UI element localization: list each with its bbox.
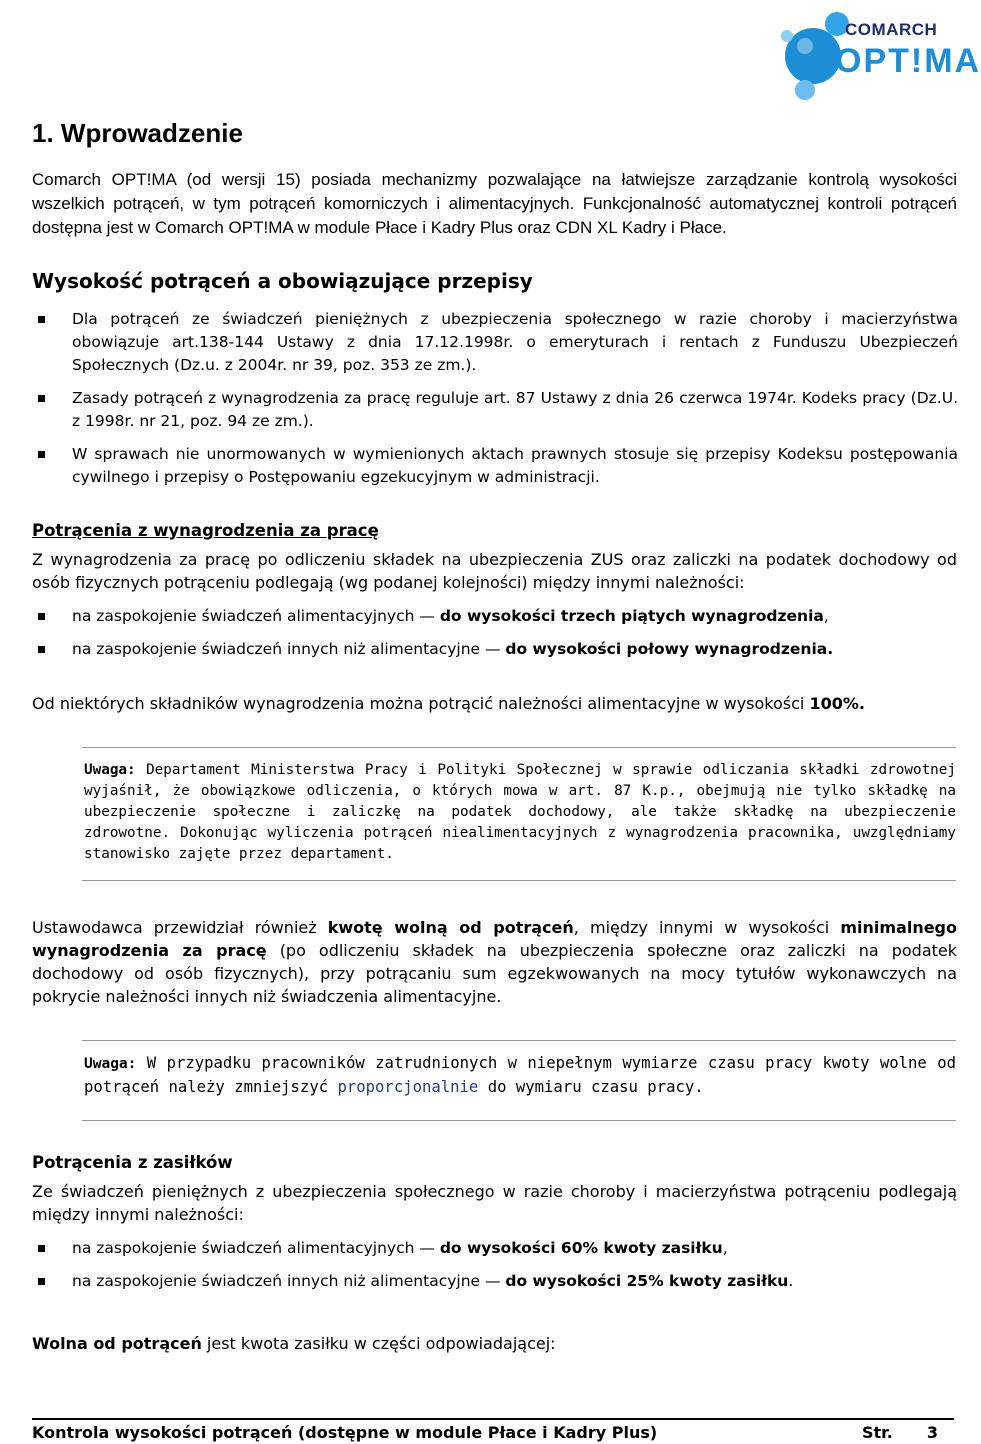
note-box-parttime: Uwaga: W przypadku pracowników zatrudnionych w niepełnym wymiarze czasu pracy kwoty wolne od potrąceń należy zmniejszyć proporcjonalnie do wymiaru czasu pracy. (84, 1054, 956, 1096)
note-label: Uwaga: (84, 1056, 137, 1072)
footer-title: Kontrola wysokości potrąceń (dostępne w module Płace i Kadry Plus) (32, 1423, 658, 1442)
note-box-ministry: Uwaga: Departament Ministerstwa Pracy i Polityki Społecznej w sprawie odliczania składki zdrowotnej wyjaśnił, że obowiązkowe odliczenia, o których mowa w art. 87 K.p., obejmują nie tylko składkę na ubezpieczenie społeczne i zaliczkę na podatek dochodowy, ale także składkę na ubezpieczenie zdrowotne. Dokonując wyliczenia potrąceń niealimentacyjnych z wynagrodzenia pracownika, uwzględniamy stanowisko zajęte przez departament. (84, 762, 956, 862)
note-divider-bottom-2 (82, 1120, 956, 1121)
section-heading-salary: Potrącenia z wynagrodzenia za pracę (32, 521, 379, 540)
salary-deductions-list (38, 605, 958, 661)
benefits-deductions-list (38, 1237, 958, 1293)
note-divider-top-2 (82, 1040, 956, 1041)
list-item: na zaspokojenie świadczeń alimentacyjnych — do wysokości 60% kwoty zasiłku, (38, 1237, 958, 1260)
list-item: Dla potrąceń ze świadczeń pieniężnych z ubezpieczenia społecznego w razie choroby i macierzyństwa obowiązuje art.138-144 Ustawy z dnia 17.12.1998r. o emeryturach i rentach z Funduszu Ubezpieczeń Społecznych (Dz.u. z 2004r. nr 39, poz. 353 ze zm.). (38, 308, 958, 377)
logo-product: OPT!MA (835, 42, 981, 80)
note-label: Uwaga: (84, 762, 136, 778)
list-item: na zaspokojenie świadczeń innych niż alimentacyjne — do wysokości połowy wynagrodzenia. (38, 638, 958, 661)
footer-divider (32, 1418, 954, 1420)
list-item: na zaspokojenie świadczeń innych niż alimentacyjne — do wysokości 25% kwoty zasiłku. (38, 1270, 958, 1293)
salary-intro: Z wynagrodzenia za pracę po odliczeniu składek na ubezpieczenia ZUS oraz zaliczki na podatek dochodowy od osób fizycznych potrąceniu podlegają (wg podanej kolejności) między innymi należności: (32, 550, 957, 592)
note-divider-top (82, 747, 956, 748)
list-item: na zaspokojenie świadczeń alimentacyjnych — do wysokości trzech piątych wynagrodzenia, (38, 605, 958, 628)
list-item: Zasady potrąceń z wynagrodzenia za pracę reguluje art. 87 Ustawy z dnia 26 czerwca 1974r. Kodeks pracy (Dz.U. z 1998r. nr 21, poz. 94 ze zm.). (38, 387, 958, 433)
free-benefit-paragraph: Wolna od potrąceń jest kwota zasiłku w części odpowiadającej: (32, 1334, 556, 1353)
intro-paragraph: Comarch OPT!MA (od wersji 15) posiada mechanizmy pozwalające na łatwiejsze zarządzanie kontrolą wysokości wszelkich potrąceń, w tym potrąceń komorniczych i alimentacyjnych. Funkcjonalność automatycznej kontroli potrąceń dostępna jest w Comarch OPT!MA w module Płace i Kadry Plus oraz CDN XL Kadry i Płace. (32, 170, 957, 237)
page-title: 1. Wprowadzenie (32, 118, 243, 148)
regulations-list (38, 308, 958, 489)
section-heading-benefits: Potrącenia z zasiłków (32, 1153, 233, 1172)
alimony-paragraph: Od niektórych składników wynagrodzenia można potrącić należności alimentacyjne w wysokości 100%. (32, 694, 865, 713)
section-heading-regulations: Wysokość potrąceń a obowiązujące przepisy (32, 269, 533, 293)
free-amount-paragraph: Ustawodawca przewidział również kwotę wolną od potrąceń, między innymi w wysokości minimalnego wynagrodzenia za pracę (po odliczeniu składek na ubezpieczenia społeczne oraz zaliczki na podatek dochodowy od osób fizycznych), przy potrącaniu sum egzekwowanych na mocy tytułów wykonawczych na pokrycie należności innych niż świadczenia alimentacyjne. (32, 918, 958, 1006)
note-divider-bottom (82, 880, 956, 881)
page-number: Str. 3 (862, 1423, 938, 1442)
benefits-intro: Ze świadczeń pieniężnych z ubezpieczenia społecznego w razie choroby i macierzyństwa potrąceniu podlegają między innymi należności: (32, 1182, 957, 1224)
company-logo (775, 6, 981, 106)
logo-brand: COMARCH (845, 20, 938, 39)
list-item: W sprawach nie unormowanych w wymienionych aktach prawnych stosuje się przepisy Kodeksu postępowania cywilnego i przepisy o Postępowaniu egzekucyjnym w administracji. (38, 443, 958, 489)
